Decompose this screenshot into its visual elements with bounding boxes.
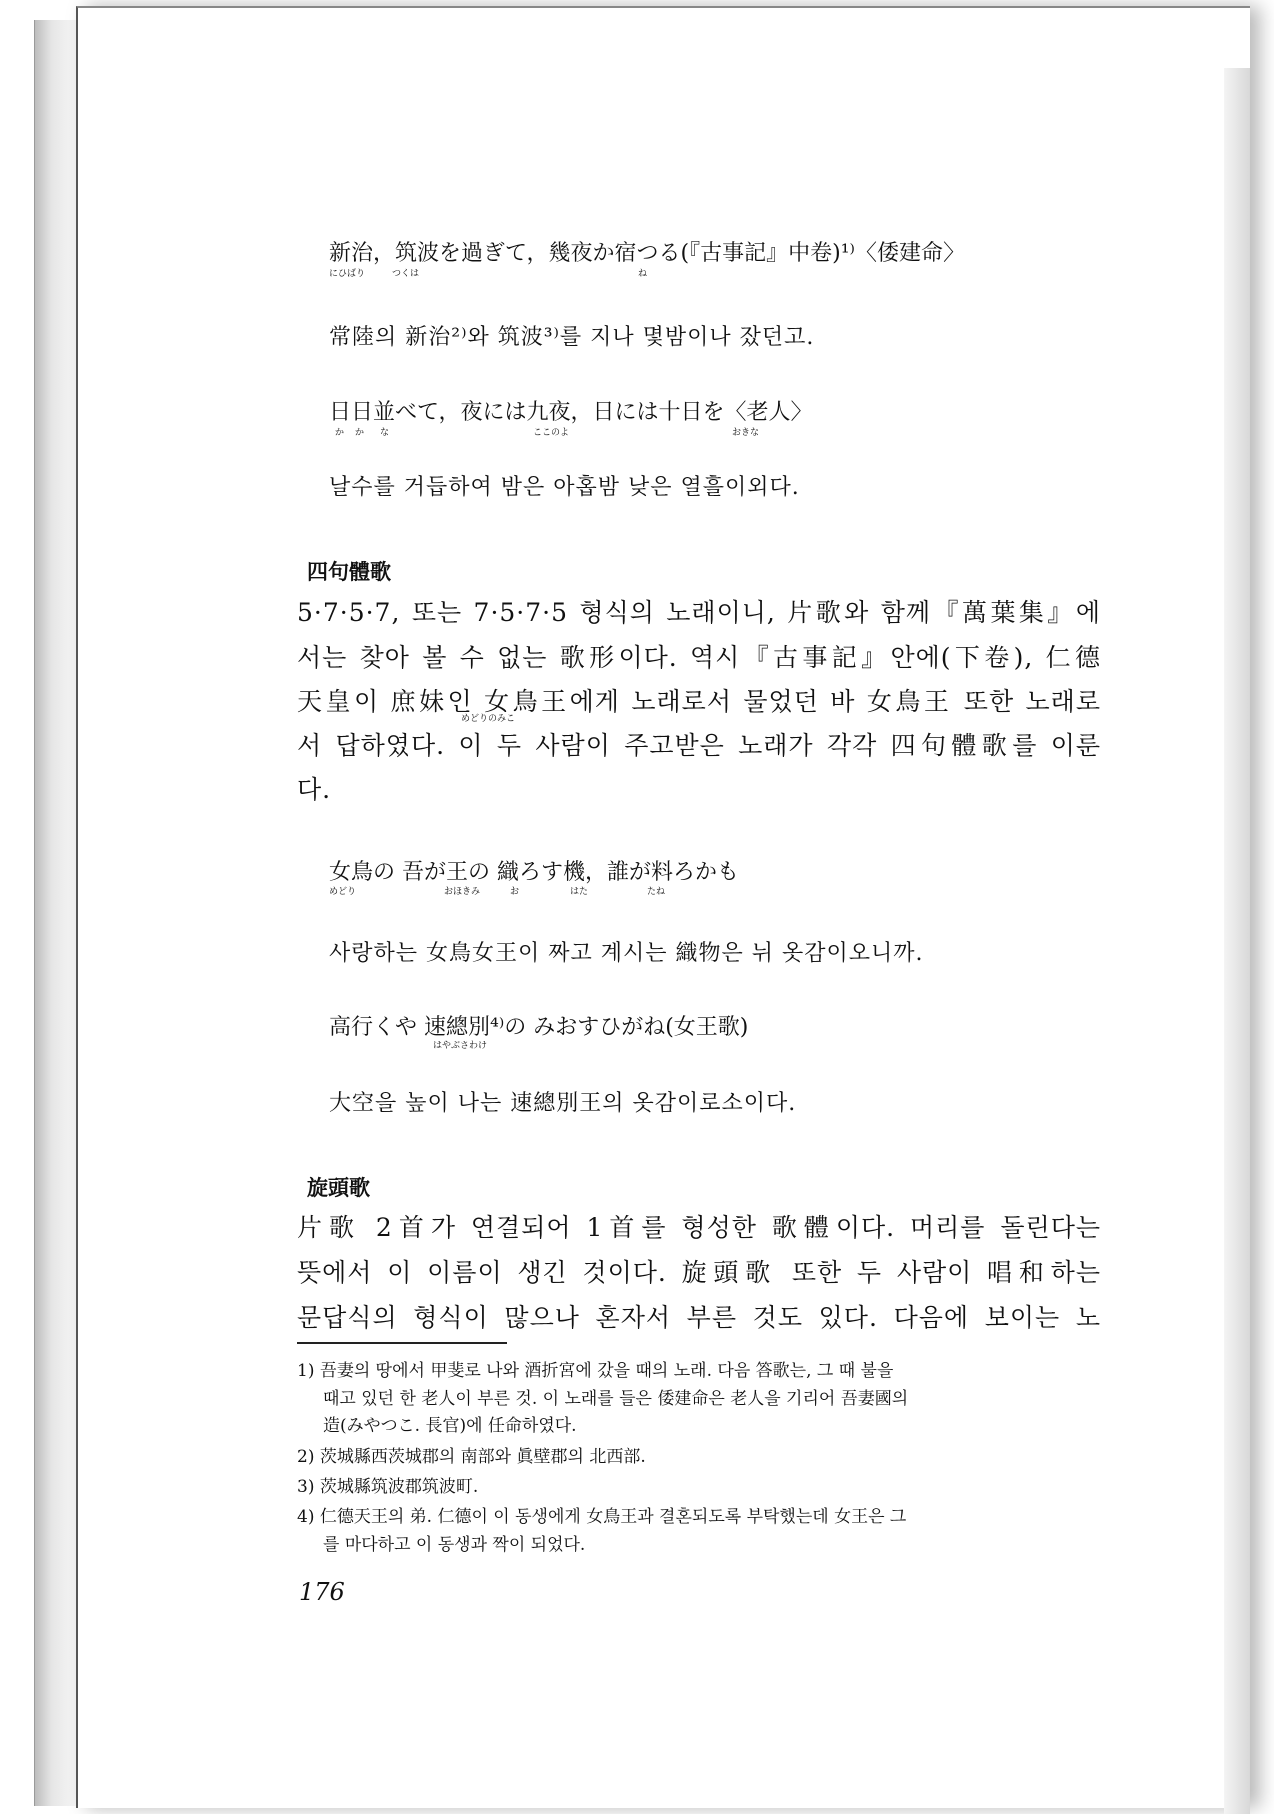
- poem2-line2: 사랑하는 女鳥女王이 짜고 계시는 織物은 뉘 옷감이오니까.: [329, 941, 924, 966]
- ruby-hayabusawake: はやぶさわけ: [433, 1041, 488, 1051]
- book-spine: [34, 20, 77, 1806]
- ruby-medori: めどり: [329, 887, 357, 897]
- section2-line1: 片歌 2首가 연결되어 1首를 형성한 歌體이다. 머리를 돌린다는: [297, 1213, 1101, 1242]
- ruby-ne: ね: [638, 269, 648, 279]
- poem1-line3: 日日並べて，夜には九夜，日には十日を〈老人〉: [329, 400, 813, 425]
- page-edge: [1224, 68, 1250, 1814]
- ruby-kokonoyo: ここのよ: [533, 428, 570, 438]
- ruby-ookimi: おほきみ: [444, 887, 481, 897]
- footnote-1-line3: 造(みやつこ. 長官)에 任命하였다.: [323, 1416, 577, 1436]
- ruby-tsukuha: つくは: [392, 269, 420, 279]
- poem1-line2: 常陸의 新治²⁾와 筑波³⁾를 지나 몇밤이나 잤던고.: [329, 325, 815, 350]
- section1-line5: 다.: [297, 775, 332, 804]
- poem2-line3: 高行くや 速總別⁴⁾の みおすひがね(女王歌): [329, 1015, 749, 1040]
- ruby-hata: はた: [570, 887, 589, 897]
- ruby-ka2: か: [355, 428, 365, 438]
- section2-line3: 문답식의 형식이 많으나 혼자서 부른 것도 있다. 다음에 보이는 노: [297, 1303, 1101, 1332]
- ruby-medorinomiko: めどりのみこ: [461, 714, 516, 724]
- page-number: 176: [299, 1578, 345, 1606]
- footnote-4-line2: 를 마다하고 이 동생과 짝이 되었다.: [323, 1535, 586, 1555]
- section-heading-sedoka: 旋頭歌: [307, 1175, 370, 1200]
- ruby-o: お: [510, 887, 520, 897]
- poem2-line4: 大空을 높이 나는 速總別王의 옷감이로소이다.: [329, 1091, 797, 1116]
- page-content: [219, 0, 1099, 1800]
- section1-line1: 5·7·5·7, 또는 7·5·7·5 형식의 노래이니, 片歌와 함께『萬葉集』에: [297, 598, 1101, 627]
- footnote-4-line1: 4) 仁德天王의 弟. 仁德이 이 동생에게 女鳥王과 결혼되도록 부탁했는데 女王은 그: [297, 1507, 907, 1527]
- ruby-ka1: か: [335, 428, 345, 438]
- footnote-3: 3) 茨城縣筑波郡筑波町.: [297, 1477, 479, 1497]
- ruby-na: な: [380, 428, 390, 438]
- footnote-rule: [297, 1342, 507, 1344]
- ruby-nihibari: にひばり: [329, 269, 366, 279]
- ruby-okina: おきな: [732, 428, 760, 438]
- footnote-1-line2: 때고 있던 한 老人이 부른 것. 이 노래를 들은 倭建命은 老人을 기리어 吾妻國의: [323, 1389, 909, 1409]
- poem1-line1: 新治，筑波を過ぎて，幾夜か宿つる(『古事記』中卷)¹⁾〈倭建命〉: [329, 241, 965, 266]
- poem2-line1: 女鳥の 吾が王の 織ろす機，誰が料ろかも: [329, 860, 739, 885]
- section-heading-shikutaika: 四句體歌: [307, 559, 391, 584]
- section1-line3: 天皇이 庶妹인 女鳥王에게 노래로서 물었던 바 女鳥王 또한 노래로: [297, 687, 1101, 716]
- section1-line4: 서 답하였다. 이 두 사람이 주고받은 노래가 각각 四句體歌를 이룬: [297, 731, 1101, 760]
- section2-line2: 뜻에서 이 이름이 생긴 것이다. 旋頭歌 또한 두 사람이 唱和하는: [297, 1258, 1101, 1287]
- section1-line2: 서는 찾아 볼 수 없는 歌形이다. 역시『古事記』안에(下卷), 仁德: [297, 643, 1101, 672]
- footnote-2: 2) 茨城縣西茨城郡의 南部와 眞壁郡의 北西部.: [297, 1447, 646, 1467]
- footnote-1-line1: 1) 吾妻의 땅에서 甲斐로 나와 酒折宮에 갔을 때의 노래. 다음 答歌는, 그 때 불을: [297, 1361, 894, 1381]
- ruby-tane: たね: [647, 887, 666, 897]
- poem1-line4: 날수를 거듭하여 밤은 아홉밤 낮은 열흘이외다.: [329, 475, 800, 500]
